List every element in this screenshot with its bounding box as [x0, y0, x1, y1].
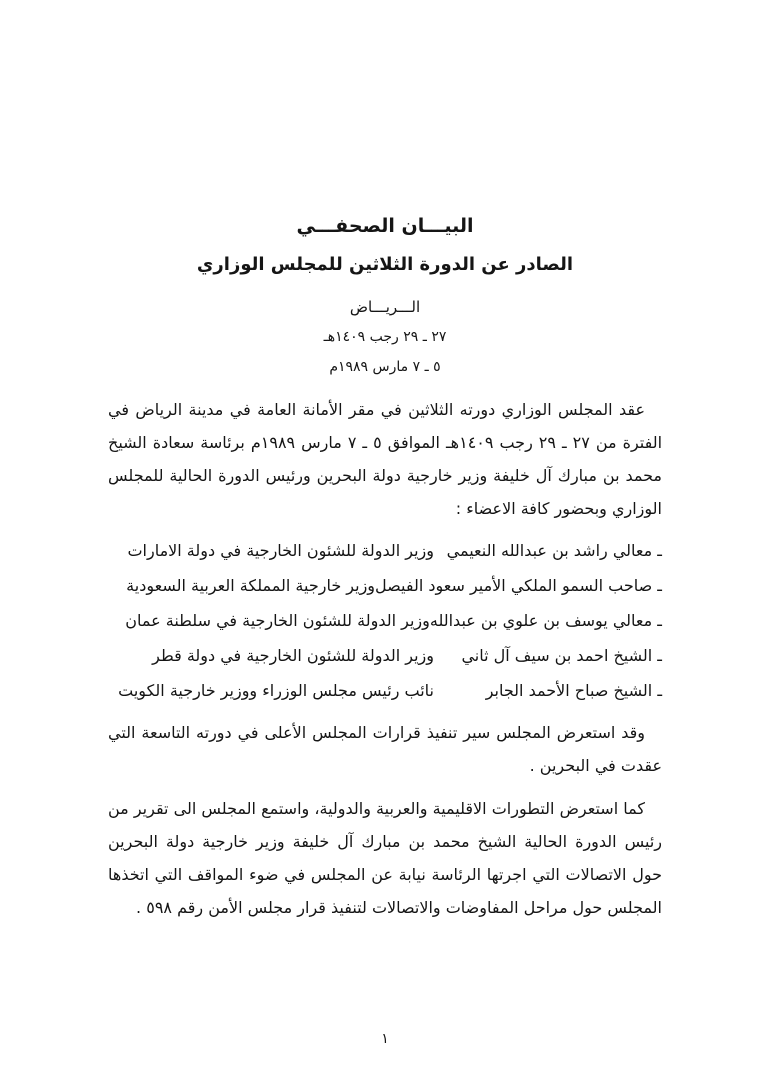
member-name: ـ الشيخ صباح الأحمد الجابر: [485, 681, 662, 700]
member-role: وزير الدولة للشئون الخارجية في دولة قطر: [152, 646, 434, 665]
page-number: ١: [381, 1031, 389, 1047]
doc-subtitle: الصادر عن الدورة الثلاثين للمجلس الوزاري: [196, 254, 574, 275]
member-role: وزير الدولة للشئون الخارجية في دولة الامارات: [127, 541, 434, 560]
member-name: ـ معالي يوسف بن علوي بن عبدالله: [429, 611, 662, 630]
member-role: نائب رئيس مجلس الوزراء ووزير خارجية الكويت: [118, 681, 434, 700]
member-name: ـ الشيخ احمد بن سيف آل ثاني: [461, 646, 662, 665]
member-row: [108, 603, 662, 638]
location-line: الـــريـــاض: [349, 298, 421, 316]
member-row: [108, 568, 662, 603]
member-row: [108, 673, 662, 708]
gregorian-date-line: ٥ ـ ٧ مارس ١٩٨٩م: [329, 359, 441, 375]
opening-paragraph: عقد المجلس الوزاري دورته الثلاثين في مقر الأمانة العامة في مدينة الرياض في الفترة من ٢٧ ـ ٢٩ رجب ١٤٠٩هـ الموافق ٥ ـ ٧ مارس ١٩٨٩م برئاسة سعادة الشيخ محمد بن مبارك آل خليفة وزير خارجية دولة البحرين ورئيس الدورة الحالية للمجلس الوزاري وبحضور كافة الاعضاء :: [108, 400, 663, 518]
members-list: [108, 533, 662, 708]
member-row: [108, 533, 662, 568]
member-row: [108, 638, 662, 673]
member-role: وزير الدولة للشئون الخارجية في سلطنة عمان: [125, 611, 430, 630]
member-role: وزير خارجية المملكة العربية السعودية: [126, 576, 376, 595]
hijri-date-line: ٢٧ ـ ٢٩ رجب ١٤٠٩هـ: [323, 329, 447, 345]
member-name: ـ معالي راشد بن عبدالله النعيمي: [446, 541, 662, 560]
member-name: ـ صاحب السمو الملكي الأمير سعود الفيصل: [375, 576, 662, 595]
review-paragraph: وقد استعرض المجلس سير تنفيذ قرارات المجلس الأعلى في دورته التاسعة التي عقدت في البحرين .: [108, 723, 662, 775]
developments-paragraph: كما استعرض التطورات الاقليمية والعربية والدولية، واستمع المجلس الى تقرير من رئيس الدورة الحالية الشيخ محمد بن مبارك آل خليفة وزير خارجية دولة البحرين حول الاتصالات التي اجرتها الرئاسة نيابة عن المجلس في ضوء المواقف التي اتخذها المجلس حول مراحل المفاوضات والاتصالات لتنفيذ قرار مجلس الأمن رقم ٥٩٨ .: [108, 799, 662, 917]
page-title: البيـــان الصحفـــي: [296, 215, 474, 237]
